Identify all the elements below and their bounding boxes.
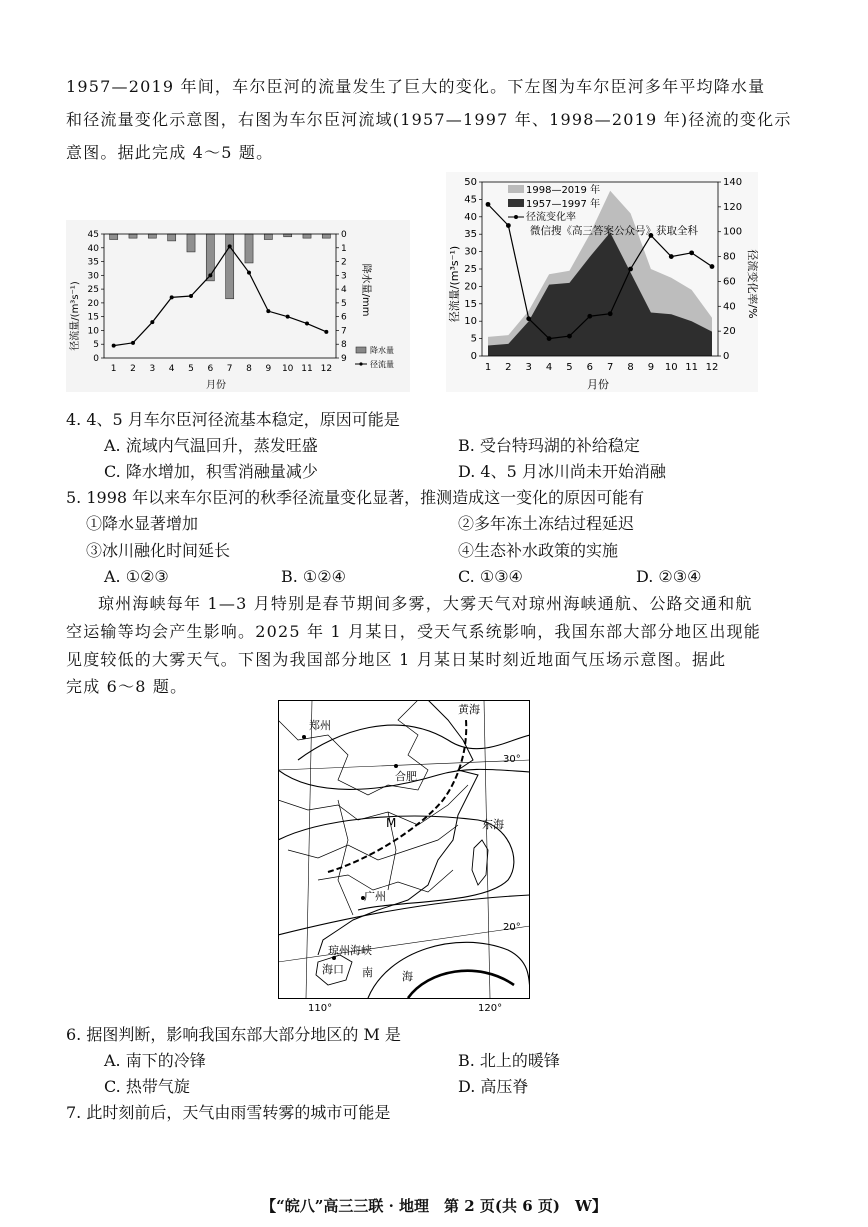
runoff-point — [228, 244, 232, 248]
label-guangzhou: 广州 — [364, 890, 386, 903]
chart1-ytick-label: 5 — [93, 340, 99, 351]
chart2-ytick-label: 50 — [464, 177, 477, 188]
chart1-ytick-label: 0 — [93, 354, 99, 364]
label-zhengzhou: 郑州 — [309, 719, 331, 732]
precip-bar — [187, 234, 195, 252]
pressure-map — [278, 700, 530, 1014]
rate-point — [710, 264, 715, 269]
chart2-xtick-label: 5 — [566, 362, 573, 373]
runoff-point — [112, 344, 116, 348]
chart1-ytick-label: 30 — [87, 271, 99, 282]
q7-stem: 7. 此时刻前后，天气由雨雪转雾的城市可能是 — [66, 1103, 391, 1122]
q5-stem: 5. 1998 年以来车尔臣河的秋季径流量变化显著，推测造成这一变化的原因可能有 — [66, 488, 645, 507]
chart2-ytick-label: 40 — [464, 211, 477, 223]
runoff-point — [266, 309, 270, 313]
q4-option-d[interactable]: D. 4、5 月冰川尚未开始消融 — [458, 462, 666, 481]
legend-runoff: 径流量 — [370, 360, 394, 369]
chart2-xtick-label: 9 — [647, 362, 655, 373]
chart1-ylabel: 径流量/(m³s⁻¹) — [70, 281, 81, 351]
chart1-ytick-label: 25 — [87, 285, 99, 296]
intro2-line4: 完成 6～8 题。 — [66, 677, 188, 696]
rate-point — [628, 267, 633, 272]
chart2-ytick-label: 30 — [464, 246, 477, 258]
chart2-xtick-label: 8 — [627, 362, 634, 373]
chart1-xtick-label: 9 — [265, 364, 272, 374]
precip-bar — [148, 234, 156, 238]
chart1-y2label: 降水量/mm — [360, 263, 371, 317]
chart1-y2tick-label: 9 — [341, 354, 347, 364]
chart1-xlabel: 月份 — [206, 380, 226, 391]
chart2-y2tick-label: 0 — [723, 351, 730, 362]
precip-bar — [322, 234, 330, 238]
chart1-ytick-label: 40 — [87, 243, 99, 254]
intro1-line1: 1957—2019 年间，车尔臣河的流量发生了巨大的变化。下左图为车尔臣河多年平均降水量 — [66, 77, 766, 96]
precip-bar — [168, 234, 176, 241]
label-M: M — [386, 816, 397, 830]
label-qiongzhou: 琼州海峡 — [328, 944, 372, 957]
chart1-y2tick-label: 0 — [341, 230, 347, 240]
chart1-ytick-label: 45 — [87, 230, 99, 240]
chart2-xtick-label: 4 — [545, 362, 553, 373]
chart1-xtick-label: 7 — [226, 364, 233, 374]
chart2-ytick-label: 25 — [464, 264, 477, 275]
chart2-ytick-label: 45 — [464, 194, 477, 206]
label-lat20: 20° — [503, 922, 521, 933]
chart2-y2tick-label: 140 — [723, 177, 743, 188]
chart1-xtick-label: 12 — [320, 364, 333, 374]
runoff-change-chart — [446, 172, 758, 392]
rate-point — [486, 202, 491, 207]
q6-option-c[interactable]: C. 热带气旋 — [104, 1077, 190, 1096]
runoff-point — [170, 295, 174, 299]
chart2-xtick-label: 3 — [525, 362, 532, 373]
chart2-xtick-label: 2 — [505, 362, 512, 373]
chart1-y2tick-label: 3 — [341, 271, 347, 282]
chart2-xtick-label: 7 — [606, 362, 614, 373]
chart2-xtick-label: 11 — [685, 362, 699, 373]
legend-area-1957 — [508, 199, 524, 207]
q4-option-b[interactable]: B. 受台特玛湖的补给稳定 — [458, 436, 640, 455]
runoff-point — [247, 271, 251, 275]
legend-rate: 径流变化率 — [526, 212, 576, 223]
chart2-xtick-label: 6 — [586, 362, 594, 373]
rate-point — [547, 336, 552, 341]
q5-item-1: ①降水显著增加 — [86, 514, 199, 533]
q5-item-2: ②多年冻土冻结过程延迟 — [458, 514, 635, 533]
chart2-ytick-label: 0 — [470, 351, 477, 362]
chart1-ytick-label: 15 — [87, 312, 99, 323]
chart2-y2tick-label: 80 — [723, 251, 736, 263]
page-footer: 【“皖八”高三三联 · 地理 第 2 页(共 6 页) W】 — [261, 1197, 607, 1215]
q4-option-a[interactable]: A. 流域内气温回升，蒸发旺盛 — [104, 436, 318, 455]
runoff-point — [324, 330, 328, 334]
precip-bar — [284, 234, 292, 237]
runoff-point — [286, 315, 290, 319]
legend-line-dot — [359, 362, 362, 365]
chart1-bg — [66, 220, 410, 392]
chart1-y2tick-label: 8 — [341, 340, 347, 351]
chart2-ylabel: 径流量/(m³s⁻¹) — [448, 245, 461, 323]
legend-1998: 1998—2019 年 — [526, 185, 601, 196]
q4-option-c[interactable]: C. 降水增加，积雪消融量减少 — [104, 462, 318, 481]
runoff-point — [131, 341, 135, 345]
legend-bar-swatch — [356, 347, 366, 353]
q5-option-d[interactable]: D. ②③④ — [636, 567, 702, 586]
chart2-watermark: 微信搜《高三答案公众号》获取全科 — [530, 225, 698, 237]
chart1-ytick-label: 10 — [87, 326, 99, 337]
chart2-ytick-label: 15 — [464, 298, 477, 310]
chart1-y2tick-label: 1 — [341, 243, 347, 254]
chart1-xtick-label: 2 — [130, 364, 136, 374]
q6-option-a[interactable]: A. 南下的冷锋 — [104, 1051, 206, 1070]
label-hai: 海 — [402, 970, 413, 983]
label-lon120: 120° — [478, 1003, 503, 1014]
chart2-y2tick-label: 20 — [723, 326, 736, 338]
rate-point — [689, 250, 694, 255]
q5-item-4: ④生态补水政策的实施 — [458, 541, 619, 560]
precip-runoff-svg — [66, 220, 410, 392]
chart2-y2label: 径流变化率/% — [746, 249, 758, 319]
q5-option-c[interactable]: C. ①③④ — [458, 567, 523, 586]
intro2-line3: 见度较低的大雾天气。下图为我国部分地区 1 月某日某时刻近地面气压场示意图。据此 — [66, 650, 727, 669]
rate-point — [567, 334, 572, 339]
label-huanghai: 黄海 — [458, 703, 480, 716]
chart2-y2tick-label: 60 — [723, 276, 736, 288]
rate-point — [669, 254, 674, 259]
pressure-map-svg — [278, 700, 530, 1014]
legend-rate-dot — [514, 215, 518, 219]
chart1-xtick-label: 8 — [246, 364, 252, 374]
rate-point — [587, 314, 592, 319]
chart2-y2tick-label: 120 — [723, 201, 743, 213]
intro2-line1: 琼州海峡每年 1—3 月特别是春节期间多雾，大雾天气对琼州海峡通航、公路交通和航 — [98, 594, 753, 613]
chart1-xtick-label: 4 — [168, 364, 175, 374]
chart2-ytick-label: 20 — [464, 281, 477, 293]
legend-1957: 1957—1997 年 — [526, 199, 601, 210]
chart1-y2tick-label: 5 — [341, 298, 347, 309]
map-frame — [279, 701, 530, 999]
q6-option-d[interactable]: D. 高压脊 — [458, 1077, 529, 1096]
label-lat30: 30° — [503, 754, 521, 765]
q6-option-b[interactable]: B. 北上的暖锋 — [458, 1051, 560, 1070]
legend-precip: 降水量 — [370, 346, 394, 355]
intro2-line2: 空运输等均会产生影响。2025 年 1 月某日，受天气系统影响，我国东部大部分地区出现能 — [66, 622, 761, 641]
chart2-xlabel: 月份 — [587, 378, 609, 391]
chart1-xtick-label: 5 — [188, 364, 194, 374]
chart2-ytick-label: 10 — [464, 316, 477, 328]
runoff-point — [189, 294, 193, 298]
chart1-xtick-label: 11 — [301, 364, 313, 374]
chart1-xtick-label: 10 — [281, 364, 294, 374]
chart2-ytick-label: 5 — [470, 333, 477, 345]
chart2-xtick-label: 12 — [705, 362, 719, 373]
label-donghai: 东海 — [482, 818, 504, 831]
chart1-y2tick-label: 4 — [341, 285, 347, 296]
chart2-xtick-label: 1 — [484, 362, 492, 373]
rate-point — [506, 223, 511, 228]
runoff-change-svg — [446, 172, 758, 392]
label-nan: 南 — [362, 966, 373, 979]
chart1-ytick-label: 20 — [87, 298, 99, 309]
chart1-xtick-label: 6 — [207, 364, 214, 374]
runoff-point — [208, 273, 212, 277]
runoff-point — [150, 320, 154, 324]
precip-bar — [129, 234, 137, 238]
precip-bar — [303, 234, 311, 238]
q4-stem: 4. 4、5 月车尔臣河径流基本稳定，原因可能是 — [66, 410, 400, 429]
precip-bar — [264, 234, 272, 240]
zhengzhou-dot — [302, 735, 306, 739]
legend-area-1998 — [508, 185, 524, 193]
rate-point — [526, 316, 531, 321]
runoff-point — [305, 322, 309, 326]
q5-item-3: ③冰川融化时间延长 — [86, 541, 231, 560]
chart1-y2tick-label: 7 — [341, 326, 347, 337]
label-hefei: 合肥 — [395, 770, 417, 783]
q6-stem: 6. 据图判断，影响我国东部大部分地区的 M 是 — [66, 1025, 401, 1044]
chart2-ytick-label: 35 — [464, 229, 477, 241]
intro1-line3: 意图。据此完成 4～5 题。 — [66, 143, 274, 162]
chart2-y2tick-label: 100 — [723, 226, 743, 238]
hefei-dot — [394, 764, 398, 768]
precip-bar — [226, 234, 234, 299]
rate-point — [608, 311, 613, 316]
chart1-xtick-label: 3 — [149, 364, 156, 374]
precip-bar — [245, 234, 253, 263]
precip-bar — [110, 234, 118, 240]
chart1-y2tick-label: 6 — [341, 312, 347, 323]
precip-runoff-chart — [66, 220, 410, 392]
label-lon110: 110° — [308, 1003, 333, 1014]
label-haikou: 海口 — [322, 963, 344, 976]
chart1-y2tick-label: 2 — [341, 257, 347, 268]
intro1-line2: 和径流量变化示意图，右图为车尔臣河流域(1957—1997 年、1998—2019 年)径流的变化示 — [66, 110, 792, 129]
q5-option-a[interactable]: A. ①②③ — [104, 567, 169, 586]
chart2-xtick-label: 10 — [664, 362, 678, 373]
chart1-ytick-label: 35 — [87, 257, 99, 268]
chart2-y2tick-label: 40 — [723, 301, 736, 313]
q5-option-b[interactable]: B. ①②④ — [281, 567, 346, 586]
chart1-xtick-label: 1 — [110, 364, 117, 374]
